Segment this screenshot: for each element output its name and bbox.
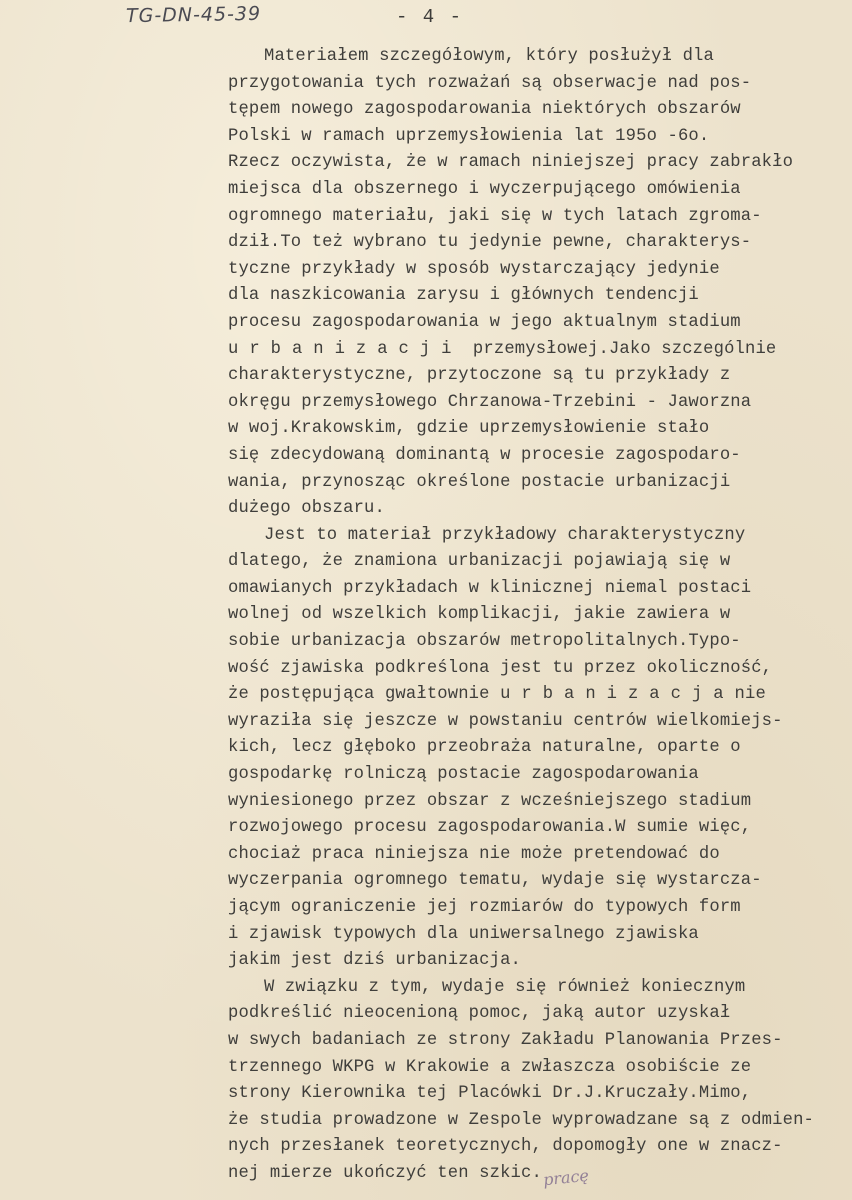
line-text: nej mierze ukończyć ten szkic. [228,1163,542,1183]
line-text: ogromnego materiału, jaki się w tych latach zgroma- [228,206,762,226]
text-line [228,895,838,922]
line-text: tyczne przykłady w sposób wystarczający jedynie [228,259,720,279]
line-text: procesu zagospodarowania w jego aktualnym stadium [228,312,741,332]
text-line [228,842,838,869]
line-text: Polski w ramach uprzemysłowienia lat 195o -6o. [228,126,710,146]
text-line [228,1055,838,1082]
text-line [228,177,838,204]
line-text: miejsca dla obszernego i wyczerpującego omówienia [228,179,741,199]
text-line [228,257,838,284]
text-line [228,948,838,975]
text-line [228,1161,838,1188]
text-line [228,815,838,842]
line-text: przemysłowej.Jako szczególnie [462,339,777,359]
text-line [228,709,838,736]
line-text: Jest to materiał przykładowy charakterystyczny [264,525,746,545]
line-text: wolnej od wszelkich komplikacji, jakie zawiera w [228,605,731,625]
line-text: omawianych przykładach w klinicznej niemal postaci [228,578,752,598]
line-text: tępem nowego zagospodarowania niektórych obszarów [228,100,741,120]
line-text: dlatego, że znamiona urbanizacji pojawiają się w [228,552,731,572]
line-text: sobie urbanizacja obszarów metropolitalnych.Typo- [228,632,741,652]
line-text: przygotowania tych rozważań są obserwacje nad pos- [228,73,752,93]
line-text: Rzecz oczywista, że w ramach niniejszej pracy zabrakło [228,153,794,173]
text-line [228,789,838,816]
text-line [228,1108,838,1135]
text-line [228,656,838,683]
text-line [228,922,838,949]
line-text: Materiałem szczegółowym, który posłużył dla [264,47,714,66]
line-text: strony Kierownika tej Placówki Dr.J.Kruczały.Mimo, [228,1084,752,1104]
line-text: że postępująca gwałtownie [228,685,501,705]
text-line [228,496,838,523]
line-text: w woj.Krakowskim, gdzie uprzemysłowienie stało [228,419,710,439]
line-text: w swych badaniach ze strony Zakładu Planowania Przes- [228,1030,783,1050]
handwritten-annotation: pracę [542,1165,590,1190]
line-text: chociaż praca niniejsza nie może pretendować do [228,844,720,864]
text-line [228,975,838,1002]
text-line [228,443,838,470]
line-text: i zjawisk typowych dla uniwersalnego zjawiska [228,924,699,944]
line-text: rozwojowego procesu zagospodarowania.W sumie więc, [228,818,752,838]
emphasized-word: urbanizacji [228,339,463,359]
page-number: - 4 - [396,6,464,28]
text-line [228,390,838,417]
line-text: wyczerpania ogromnego tematu, wydaje się wystarcza- [228,871,762,891]
text-line [228,682,838,709]
text-line [228,363,838,390]
text-line [228,576,838,603]
line-text: kich, lecz głęboko przeobraża naturalne, oparte o [228,738,741,758]
text-line [228,549,838,576]
line-text: się zdecydowaną dominantą w procesie zagospodaro- [228,445,741,465]
text-line [228,44,838,71]
body-text [228,44,838,1188]
line-text: wania, przynosząc określone postacie urbanizacji [228,472,731,492]
line-text: jącym ograniczenie jej rozmiarów do typowych form [228,898,741,917]
line-text: wyniesionego przez obszar z wcześniejszego stadium [228,791,752,811]
line-text: trzennego WKPG w Krakowie a zwłaszcza osobiście ze [228,1057,752,1077]
text-line [228,124,838,151]
text-line [228,71,838,98]
text-line [228,470,838,497]
text-line [228,416,838,443]
line-text: że studia prowadzone w Zespole wyprowadzane są z odmien- [228,1110,814,1130]
line-text: wyraziła się jeszcze w powstaniu centrów wielkomiejs- [228,711,783,731]
text-line [228,230,838,257]
text-line [228,629,838,656]
text-line [228,97,838,124]
line-text: nych przesłanek teoretycznych, dopomogły one w znacz- [228,1137,783,1157]
text-line [228,762,838,789]
line-text: W związku z tym, wydaje się również koniecznym [264,977,746,997]
text-line [228,602,838,629]
text-line [228,283,838,310]
reference-code: TG-DN-45-39 [125,2,262,28]
line-text: okręgu przemysłowego Chrzanowa-Trzebini - Jaworzna [228,392,752,412]
text-line [228,1001,838,1028]
text-line [228,1081,838,1108]
line-text: podkreślić nieocenioną pomoc, jaką autor uzyskał [228,1004,731,1024]
emphasized-word: urbanizacja [500,685,735,705]
text-line [228,1134,838,1161]
text-line [228,1028,838,1055]
text-line [228,337,838,364]
line-text: dla naszkicowania zarysu i głównych tendencji [228,286,699,306]
line-text: jakim jest dziś urbanizacja. [228,951,521,971]
text-line [228,868,838,895]
text-line [228,735,838,762]
line-text: gospodarkę rolniczą postacie zagospodarowania [228,765,699,785]
text-line [228,150,838,177]
line-text: wość zjawiska podkreślona jest tu przez okoliczność, [228,658,773,678]
text-line [228,204,838,231]
line-text: charakterystyczne, przytoczone są tu przykłady z [228,366,731,386]
line-text: nie [734,685,766,705]
line-text: dużego obszaru. [228,499,385,519]
text-line [228,523,838,550]
line-text: dził.To też wybrano tu jedynie pewne, charakterys- [228,233,752,253]
text-line [228,310,838,337]
